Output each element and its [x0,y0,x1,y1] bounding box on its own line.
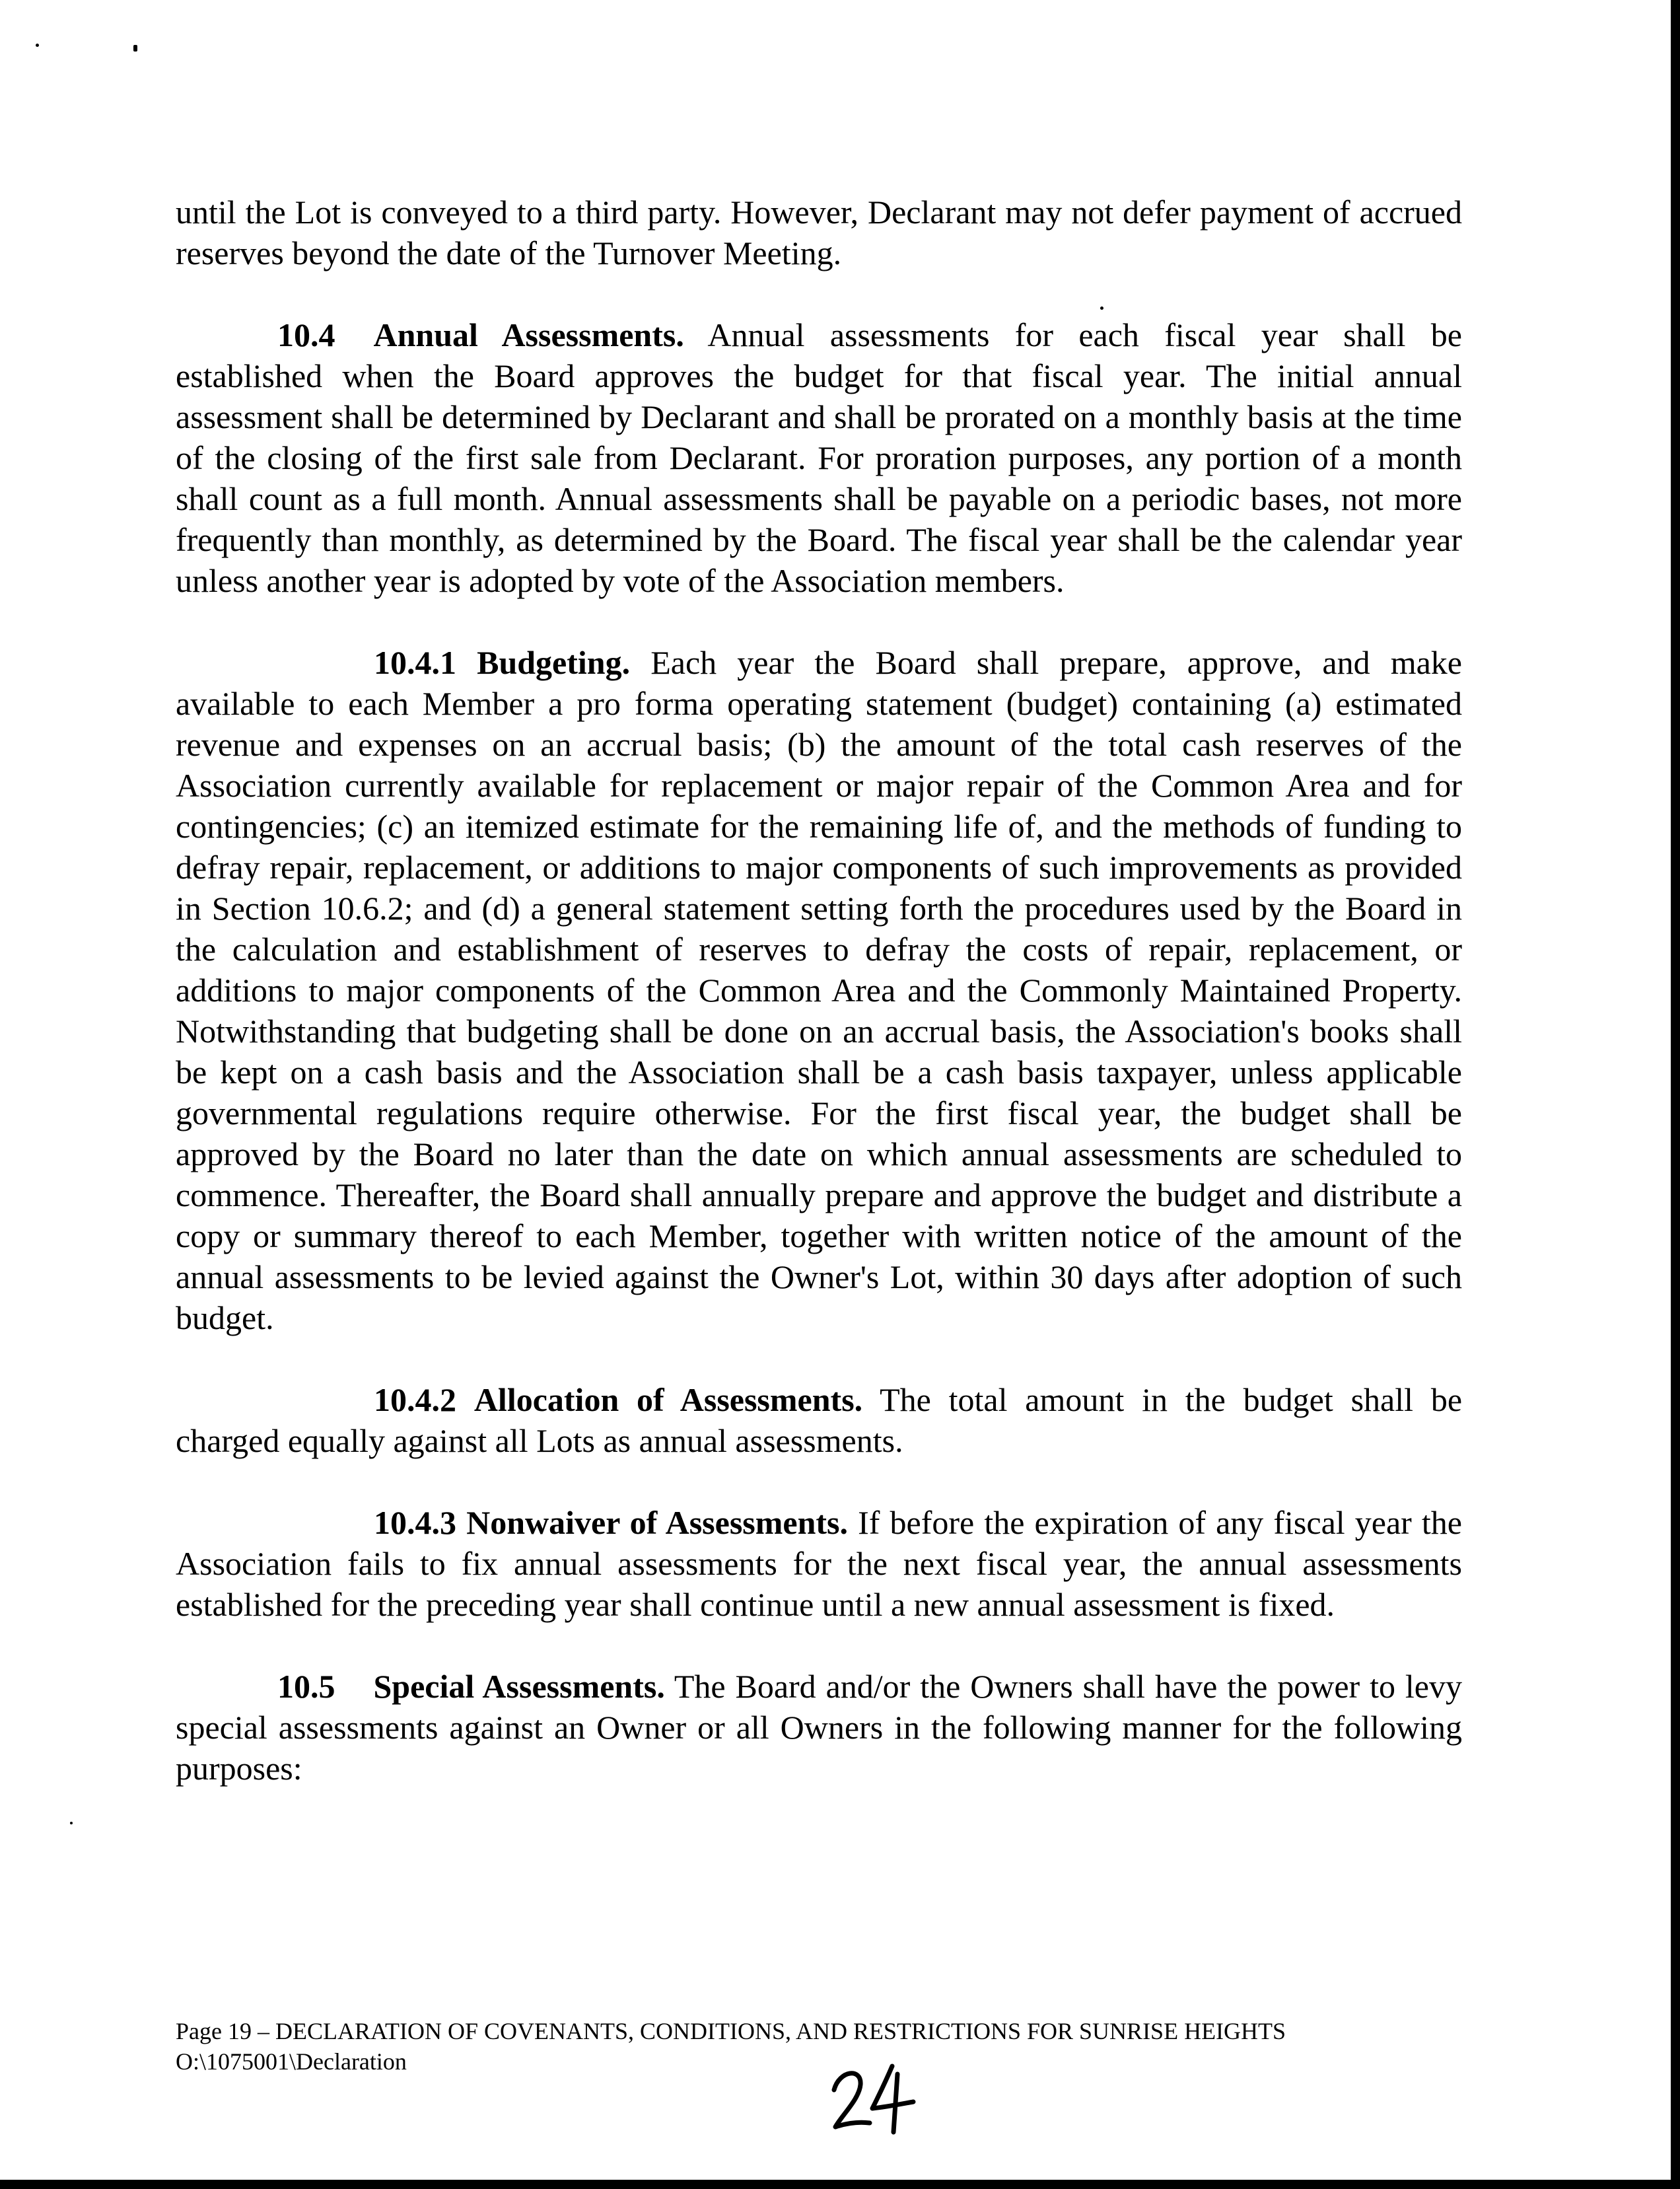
section-body: The Board and/or the Owners shall have the power to levy special assessments against an Owner or all Owners in the following manner for the following purposes: [176,1668,1462,1787]
scan-speck [36,44,39,47]
section-heading: Annual Assessments. [373,316,684,353]
section-body: Each year the Board shall prepare, approve, and make available to each Member a pro forma operating statement (budget) containing (a) estimated revenue and expenses on an accrual basis; (b) the amount of the total cash reserves of the Association currently available for replacement or major repair of the Common Area and for contingencies; (c) an itemized estimate for the remaining life of, and the methods of funding to defray repair, replacement, or additions to major components of such improvements as provided in Section 10.6.2; and (d) a general statement setting forth the procedures used by the Board in the calculation and establishment of reserves to defray the costs of repair, replacement, or additions to major components of the Common Area and the Commonly Maintained Property. Notwithstanding that budgeting shall be done on an accrual basis, the Association's books shall be kept on a cash basis and the Association shall be a cash basis taxpayer, unless applicable governmental regulations require otherwise. For the first fiscal year, the budget shall be approved by the Board no later than the date on which annual assessments are scheduled to commence. Thereafter, the Board shall annually prepare and approve the budget and distribute a copy or summary thereof to each Member, together with written notice of the amount of the annual assessments to be levied against the Owner's Lot, within 30 days after adoption of such budget. [176,644,1462,1336]
scan-speck [133,45,137,52]
section-10-4-2 [176,1379,1462,1461]
section-number: 10.4.2 [374,1381,456,1418]
section-number: 10.4 [277,316,335,353]
page-footer [176,2016,1470,2077]
section-heading: Budgeting. [477,644,631,681]
section-10-4-3 [176,1502,1462,1625]
footer-file-path: O:\1075001\Declaration [176,2048,407,2075]
section-body: If before the expiration of any fiscal year the Association fails to fix annual assessments for the next fiscal year, the annual assessments established for the preceding year shall continue until a new annual assessment is fixed. [176,1504,1462,1623]
section-body: The total amount in the budget shall be charged equally against all Lots as annual assessments. [176,1381,1463,1459]
page-edge-right [1671,0,1680,2189]
document-body [176,192,1462,1789]
continuation-paragraph: until the Lot is conveyed to a third party. However, Declarant may not defer payment of accrued reserves beyond the date of the Turnover Meeting. [176,194,1462,271]
section-10-4 [176,314,1462,601]
section-number: 10.5 [277,1668,335,1705]
section-10-5 [176,1666,1462,1789]
section-heading: Special Assessments. [373,1668,665,1705]
section-10-4-1 [176,642,1462,1338]
footer-title: Page 19 – DECLARATION OF COVENANTS, CONDITIONS, AND RESTRICTIONS FOR SUNRISE HEIGHTS [176,2018,1286,2044]
section-number: 10.4.3 [374,1504,456,1541]
page-edge-bottom [0,2180,1680,2189]
section-body: Annual assessments for each fiscal year shall be established when the Board approves the budget for that fiscal year. The initial annual assessment shall be determined by Declarant and shall be prorated on a monthly basis at the time of the closing of the first sale from Declarant. For proration purposes, any portion of a month shall count as a full month. Annual assessments shall be payable on a periodic bases, not more frequently than monthly, as determined by the Board. The fiscal year shall be the calendar year unless another year is adopted by vote of the Association members. [176,316,1462,599]
section-heading: Nonwaiver of Assessments. [466,1504,849,1541]
section-number: 10.4.1 [374,644,456,681]
handwritten-page-number [829,2062,921,2135]
section-heading: Allocation of Assessments. [473,1381,863,1418]
scan-speck [70,1822,73,1824]
